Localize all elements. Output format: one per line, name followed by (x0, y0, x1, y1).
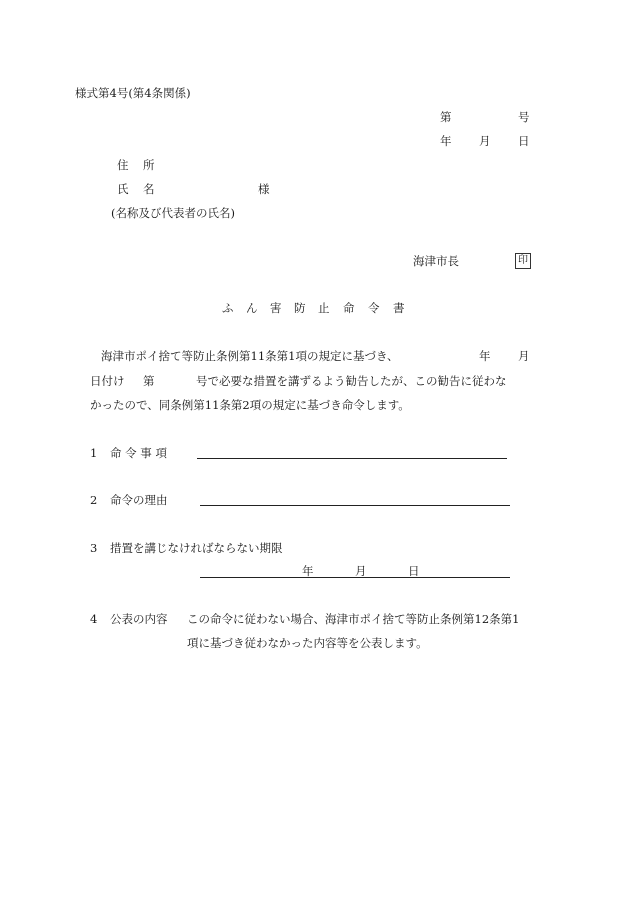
item-4-text-line-1: この命令に従わない場合、海津市ポイ捨て等防止条例第12条第1 (187, 612, 520, 626)
form-id: 様式第4号(第4条関係) (75, 86, 191, 100)
title-char-2: ん (246, 301, 258, 315)
body-line-3: かったので、同条例第11条第2項の規定に基づき命令します。 (90, 398, 410, 412)
issuer-title: 海津市長 (413, 254, 459, 268)
title-char-1: ふ (222, 301, 234, 315)
item-3-year: 年 (302, 564, 314, 578)
item-2-label: 命令の理由 (110, 493, 168, 507)
body-line-1-month: 月 (518, 349, 530, 363)
item-3-month: 月 (355, 564, 367, 578)
honorific-sama: 様 (258, 182, 270, 196)
address-label-1: 住 (117, 158, 129, 172)
date-month: 月 (479, 134, 491, 148)
seal-stamp: 印 (515, 253, 531, 269)
item-3-day: 日 (408, 564, 420, 578)
body-line-2-date: 日付け (90, 374, 125, 388)
title-char-3: 害 (270, 301, 282, 315)
item-3-number: 3 (90, 541, 98, 555)
date-day: 日 (518, 134, 530, 148)
body-line-1: 海津市ポイ捨て等防止条例第11条第1項の規定に基づき、 (101, 349, 399, 363)
body-line-1-year: 年 (479, 349, 491, 363)
item-4-number: 4 (90, 612, 98, 626)
item-1-label: 命 令 事 項 (110, 446, 167, 460)
item-1-blank-line (197, 458, 507, 459)
date-year: 年 (440, 134, 452, 148)
item-3-blank-line (200, 577, 510, 578)
item-1-number: 1 (90, 446, 98, 460)
item-4-label: 公表の内容 (110, 612, 168, 626)
name-label-2: 名 (143, 182, 155, 196)
title-char-8: 書 (393, 301, 405, 315)
name-label-1: 氏 (117, 182, 129, 196)
doc-number-go: 号 (518, 110, 530, 124)
body-line-2-text: 号で必要な措置を講ずるよう勧告したが、この勧告に従わな (196, 374, 507, 388)
title-char-7: 令 (368, 301, 380, 315)
title-char-4: 防 (294, 301, 306, 315)
item-4-text-line-2: 項に基づき従わなかった内容等を公表します。 (187, 636, 428, 650)
doc-number-dai: 第 (440, 110, 452, 124)
title-char-5: 止 (318, 301, 330, 315)
body-line-2-dai: 第 (143, 374, 155, 388)
title-char-6: 命 (343, 301, 355, 315)
addressee-note: (名称及び代表者の氏名) (111, 206, 235, 220)
address-label-2: 所 (143, 158, 155, 172)
item-3-label: 措置を講じなければならない期限 (110, 541, 283, 555)
item-2-number: 2 (90, 493, 98, 507)
item-2-blank-line (200, 505, 510, 506)
